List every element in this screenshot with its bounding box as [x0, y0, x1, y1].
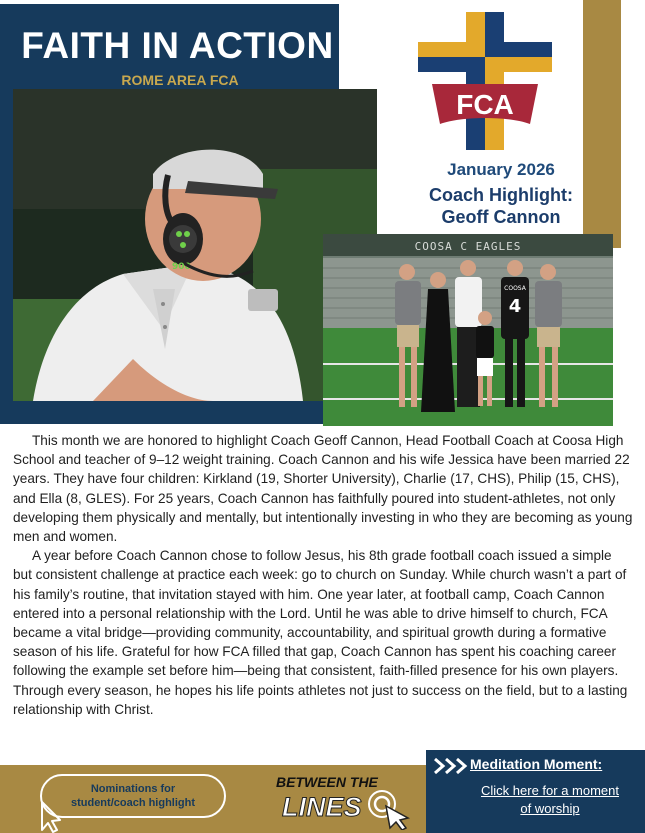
article-paragraph-1: This month we are honored to highlight Coach Geoff Cannon, Head Football Coach at Coosa High School and teacher of 9–12 weight training. Coach Cannon and his wife Jessica have been married 22 years. They have four children: Kirkland (19, Shorter University), Charlie (17, CHS), Philip (15, CHS), and Ella (8, GLES). For 25 years, Coach Cannon has faithfully poured into student-athletes, not only developing them physically and mentally, but intentionally investing in who they are becoming as young men and women.: [13, 433, 633, 545]
nominations-line1: Nominations for: [90, 783, 176, 795]
meditation-panel: [426, 750, 645, 833]
newsletter-title: FAITH IN ACTION: [21, 25, 334, 66]
nominations-line2: student/coach highlight: [70, 797, 196, 809]
worship-link-line2[interactable]: of worship: [520, 801, 580, 816]
worship-link-line1[interactable]: Click here for a moment: [481, 783, 619, 798]
meditation-title: Meditation Moment:: [470, 756, 603, 772]
click-pointer-icon: [364, 788, 412, 830]
stadium-sign: COOSA C EAGLES: [414, 240, 522, 253]
between-the-lines-logo: [276, 770, 416, 832]
btl-top-text: BETWEEN THE: [276, 774, 378, 790]
highlight-month: January 2026: [447, 160, 555, 179]
coach-highlight-title-line1: Coach Highlight:: [429, 185, 573, 205]
coach-highlight-title-line2: Geoff Cannon: [441, 207, 561, 227]
triple-chevron-icon: [433, 757, 471, 775]
family-stadium-photo: [323, 234, 613, 426]
fca-cross-logo-icon: [418, 12, 552, 150]
worship-link[interactable]: [460, 782, 640, 818]
nominations-button[interactable]: [40, 774, 226, 818]
fca-logo-text: FCA: [456, 89, 514, 120]
btl-bottom-text: LINES: [282, 792, 362, 822]
coach-highlight-title: [396, 184, 606, 228]
headset-label: 900: [172, 262, 191, 272]
article-paragraph-2: A year before Coach Cannon chose to follow Jesus, his 8th grade football coach issued a simple but consistent challenge at practice each week: go to church on Sunday. While church wasn’t a part of his family’s routine, that invitation stayed with him. One year later, at football camp, Coach Cannon entered into a personal relationship with the Lord. Until he was able to drive himself to church, FCA became a vital bridge—providing community, accountability, and spiritual growth during a formative season of his life. Grateful for how FCA filled that gap, Coach Cannon has spent his coaching career following the example set before him—being that consistent, faith-filled presence for his own players. Through every season, he hopes his life points athletes not just to success on the field, but to a lasting relationship with Christ.: [13, 548, 628, 717]
fca-logo: [418, 12, 552, 150]
jersey-number: 4: [508, 296, 522, 317]
jersey-name: COOSA: [504, 285, 526, 292]
article-body: [13, 431, 633, 719]
cursor-arrow-icon: [38, 800, 64, 833]
newsletter-subtitle: ROME AREA FCA: [121, 72, 239, 88]
